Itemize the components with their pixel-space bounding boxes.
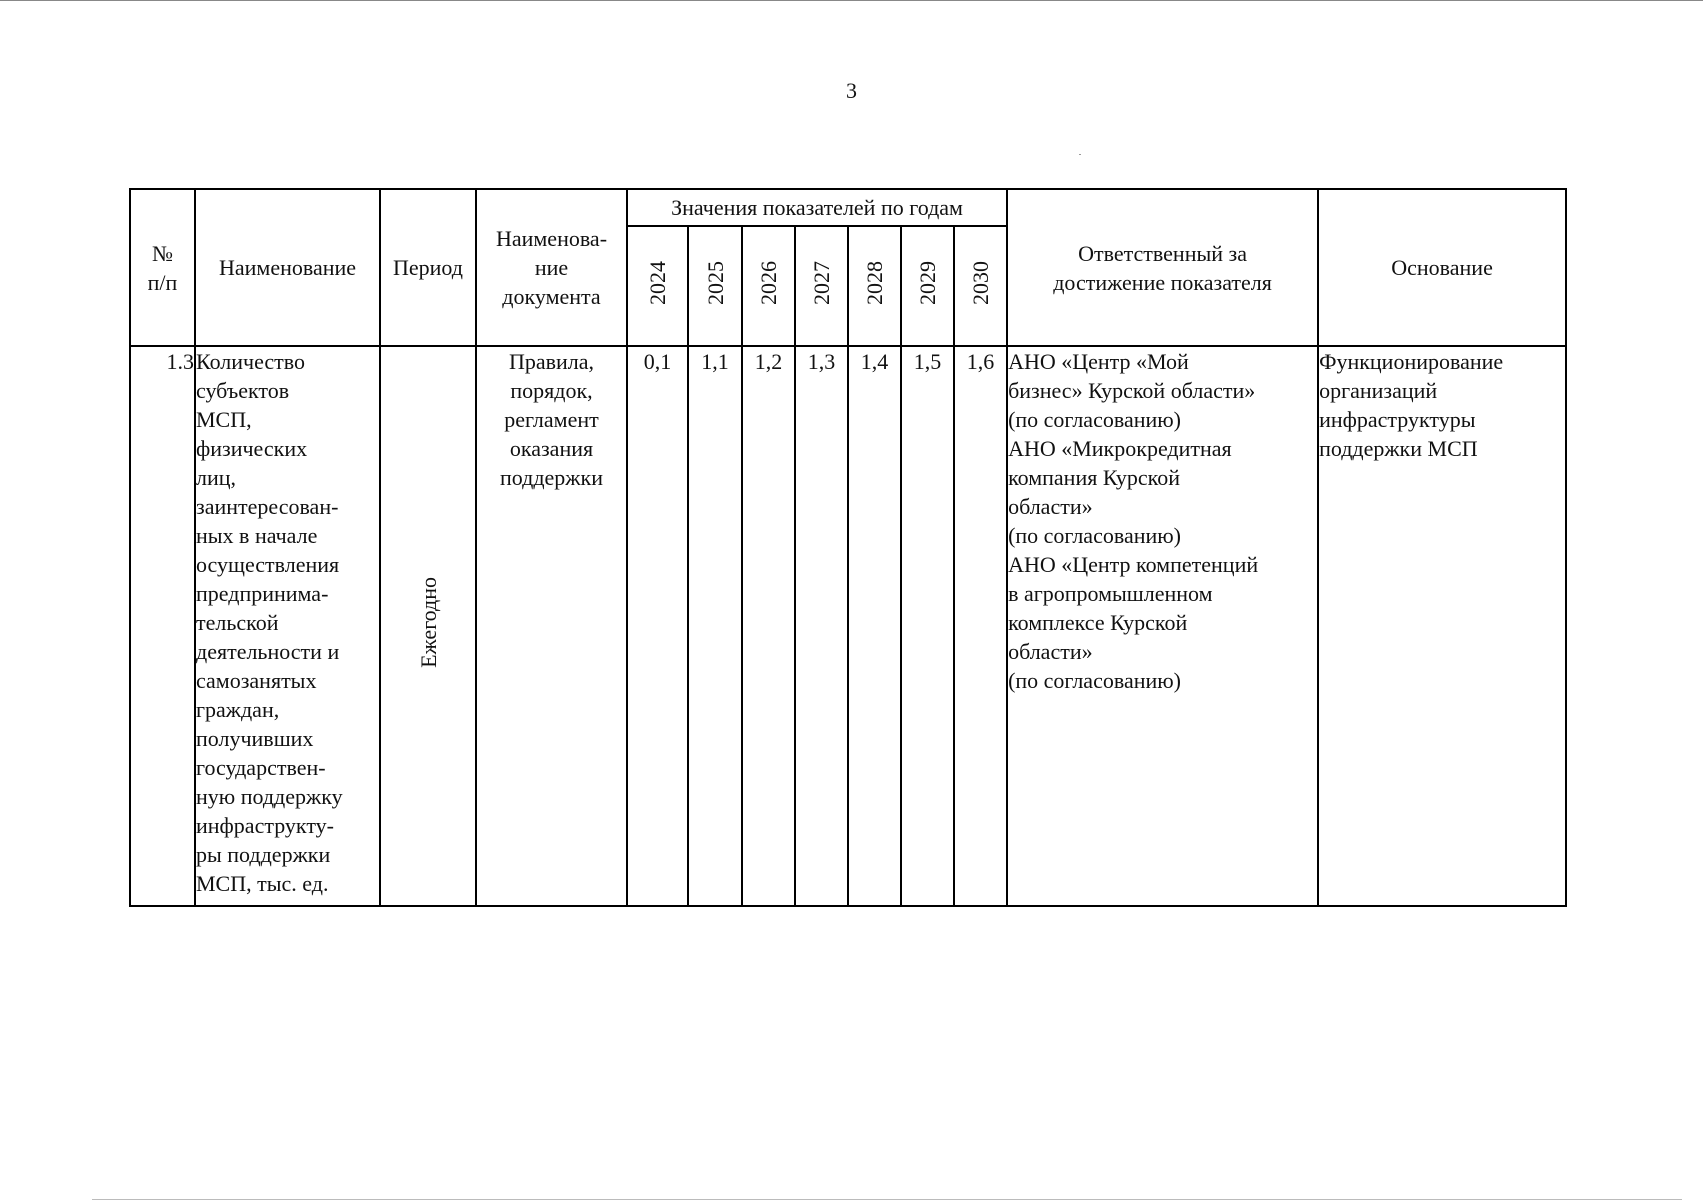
name-line: ры поддержки xyxy=(196,842,331,867)
name-line: инфраструкту- xyxy=(196,813,334,838)
name-line: лиц, xyxy=(196,465,237,490)
document-line: регламент xyxy=(504,407,599,432)
document-line: оказания xyxy=(509,436,594,461)
responsible-line: комплексе Курской xyxy=(1008,610,1188,635)
basis-line: Функционирование xyxy=(1319,349,1504,374)
year-label: 2029 xyxy=(915,260,940,305)
header-document-line: Наименова- xyxy=(495,226,608,251)
name-line: государствен- xyxy=(196,755,326,780)
name-line: самозанятых xyxy=(196,668,317,693)
year-label: 2027 xyxy=(809,260,834,305)
table-row xyxy=(130,346,1566,906)
responsible-line: области» xyxy=(1008,639,1093,664)
year-label: 2025 xyxy=(702,260,728,305)
name-line: субъектов xyxy=(196,378,290,403)
header-document-line: ние xyxy=(534,255,569,280)
name-line: граждан, xyxy=(196,697,280,722)
document-line: Правила, xyxy=(508,349,595,374)
responsible-line: в агропромышленном xyxy=(1008,581,1213,606)
responsible-line: АНО «Микрокредитная xyxy=(1008,436,1232,461)
indicators-table xyxy=(129,188,1567,907)
responsible-line: бизнес» Курской области» xyxy=(1008,378,1256,403)
responsible-line: (по согласованию) xyxy=(1008,407,1182,432)
name-line: заинтересован- xyxy=(196,494,339,519)
header-name: Наименование xyxy=(195,189,380,346)
name-line: физических xyxy=(196,436,308,461)
name-line: ных в начале xyxy=(196,523,318,548)
header-year-2025 xyxy=(688,226,742,346)
name-line: осуществления xyxy=(196,552,340,577)
row-period xyxy=(380,346,476,906)
table-header-row xyxy=(130,189,1566,226)
basis-line: организаций xyxy=(1319,378,1438,403)
basis-line: инфраструктуры xyxy=(1319,407,1476,432)
year-label: 2024 xyxy=(645,260,670,305)
header-period: Период xyxy=(380,189,476,346)
header-responsible-line: достижение показателя xyxy=(1053,269,1272,295)
responsible-line: области» xyxy=(1008,494,1093,519)
header-year-2030 xyxy=(954,226,1007,346)
header-values-group: Значения показателей по годам xyxy=(627,189,1007,226)
name-line: деятельности и xyxy=(196,639,340,664)
responsible-line: компания Курской xyxy=(1008,465,1180,490)
responsible-line: (по согласованию) xyxy=(1008,523,1182,548)
header-year-2028 xyxy=(848,226,901,346)
row-number: 1.3 xyxy=(130,346,195,906)
header-num xyxy=(130,189,195,346)
header-responsible-line: Ответственный за xyxy=(1078,240,1247,266)
name-line: тельской xyxy=(196,610,279,635)
responsible-line: АНО «Центр «Мой xyxy=(1008,349,1189,374)
header-document-line: документа xyxy=(502,284,601,309)
value-2024: 0,1 xyxy=(627,346,688,906)
year-label: 2026 xyxy=(756,260,781,305)
row-indicator-name xyxy=(195,346,380,906)
header-document xyxy=(476,189,627,346)
value-2026: 1,2 xyxy=(742,346,795,906)
responsible-line: АНО «Центр компетенций xyxy=(1008,552,1259,577)
scan-speck xyxy=(1079,154,1081,155)
header-basis: Основание xyxy=(1318,189,1566,346)
page-top-edge xyxy=(0,0,1703,1)
responsible-line: (по согласованию) xyxy=(1008,668,1182,693)
year-label: 2030 xyxy=(968,260,994,305)
page-number: 3 xyxy=(846,78,857,103)
name-line: предпринима- xyxy=(196,581,329,606)
name-line: ную поддержку xyxy=(196,784,343,809)
header-year-2024 xyxy=(627,226,688,346)
row-responsible xyxy=(1007,346,1318,906)
name-line: МСП, тыс. ед. xyxy=(196,871,329,896)
name-line: МСП, xyxy=(196,407,252,432)
basis-line: поддержки МСП xyxy=(1319,436,1478,461)
value-2027: 1,3 xyxy=(795,346,848,906)
year-label: 2028 xyxy=(862,260,887,305)
header-num-label: п/п xyxy=(147,269,178,295)
document-line: поддержки xyxy=(500,465,603,490)
row-document xyxy=(476,346,627,906)
value-2025: 1,1 xyxy=(688,346,742,906)
name-line: Количество xyxy=(196,349,306,374)
header-responsible xyxy=(1007,189,1318,346)
header-year-2029 xyxy=(901,226,954,346)
header-year-2026 xyxy=(742,226,795,346)
value-2028: 1,4 xyxy=(848,346,901,906)
header-year-2027 xyxy=(795,226,848,346)
name-line: получивших xyxy=(196,726,314,751)
value-2030: 1,6 xyxy=(954,346,1007,906)
document-line: порядок, xyxy=(510,378,593,403)
header-num-symbol: № xyxy=(152,240,173,266)
row-basis xyxy=(1318,346,1566,906)
value-2029: 1,5 xyxy=(901,346,954,906)
period-label: Ежегодно xyxy=(415,577,441,668)
